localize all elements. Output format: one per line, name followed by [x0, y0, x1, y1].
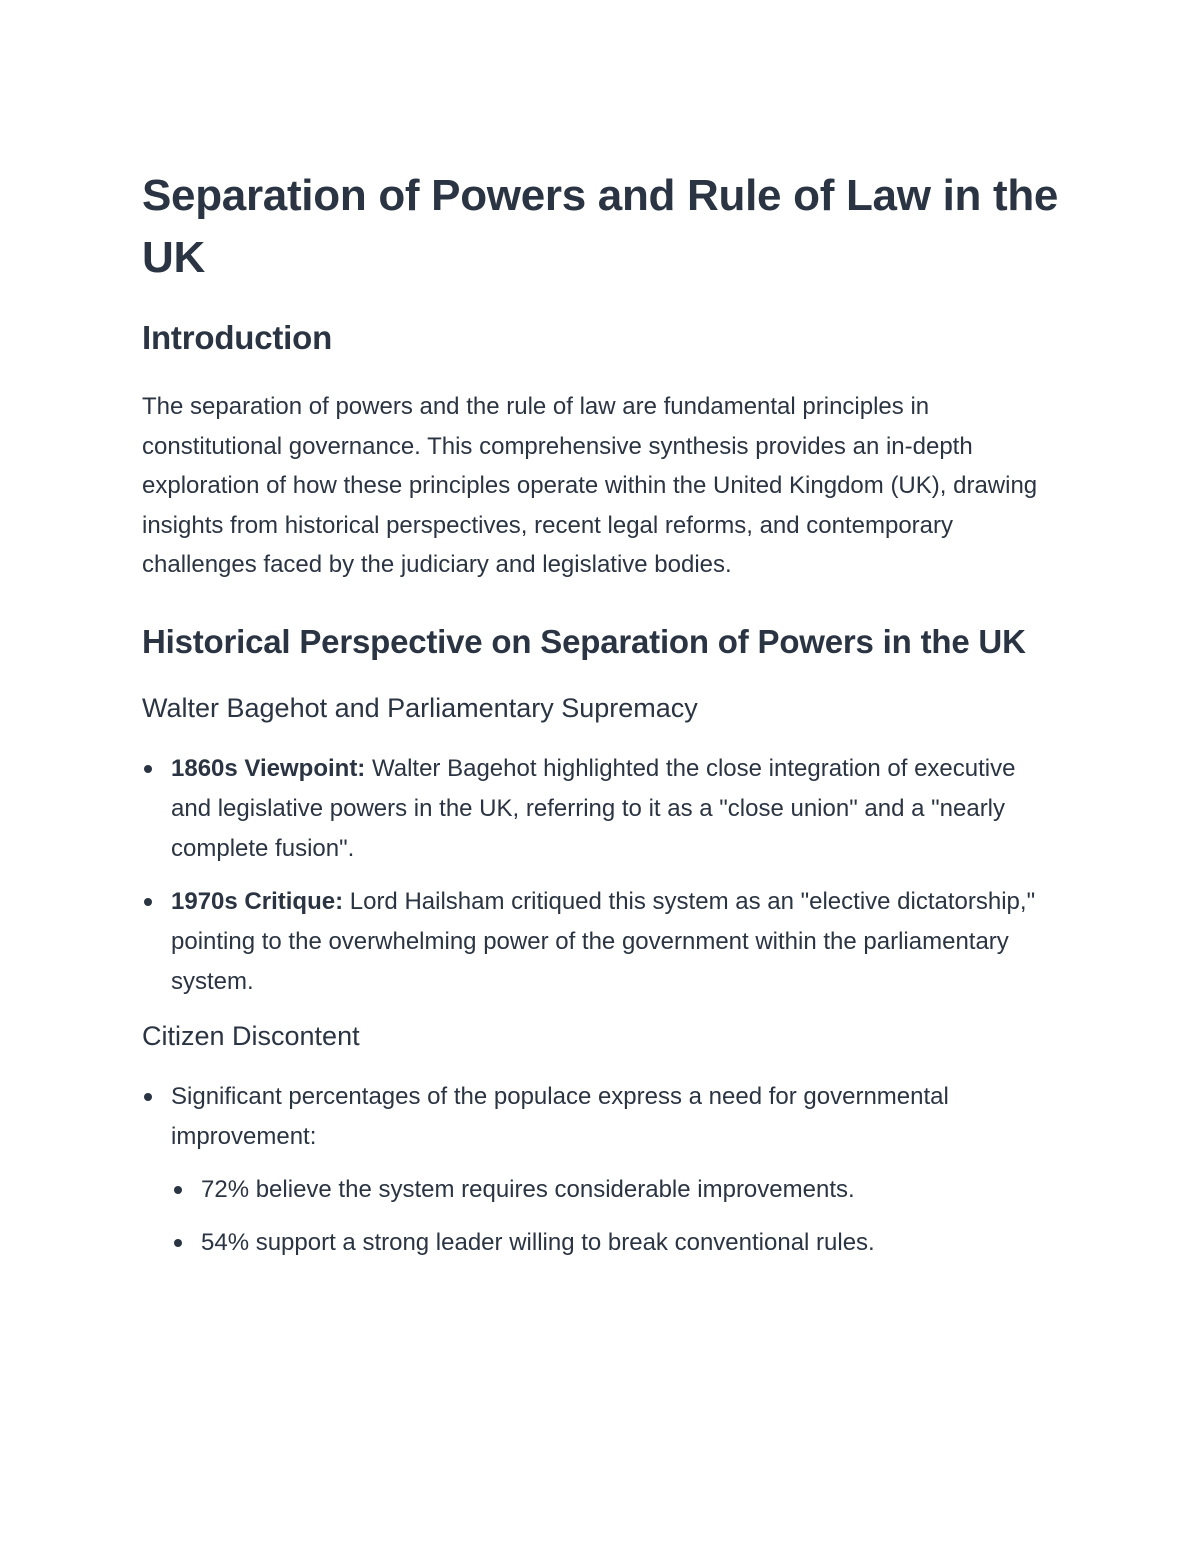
nested-list-item — [171, 1223, 1062, 1263]
bullet-icon — [174, 1239, 182, 1247]
document-page — [142, 165, 1062, 1263]
nested-list — [171, 1170, 1062, 1263]
introduction-heading: Introduction — [142, 319, 333, 356]
list-item-text: Walter Bagehot highlighted the close integration of executive and legislative powers in the UK, referring to it as a "close union" and a "nearly complete fusion". — [171, 754, 1016, 862]
nested-list-item-text: 72% believe the system requires considerable improvements. — [201, 1175, 855, 1203]
bullet-icon — [144, 765, 152, 773]
bullet-icon — [144, 898, 152, 906]
bullet-icon — [174, 1186, 182, 1194]
list-item-text: Significant percentages of the populace express a need for governmental improvement: — [171, 1082, 949, 1150]
bullet-icon — [144, 1093, 152, 1101]
citizen-list — [142, 1077, 1062, 1263]
list-item-label: 1860s Viewpoint: — [171, 754, 366, 782]
list-item-label: 1970s Critique: — [171, 887, 344, 915]
list-item — [142, 749, 1062, 869]
nested-list-item-text: 54% support a strong leader willing to break conventional rules. — [201, 1228, 875, 1256]
list-item-text: Lord Hailsham critiqued this system as an "elective dictatorship," pointing to the overwhelming power of the government within the parliamentary system. — [171, 887, 1036, 995]
citizen-discontent-subheading: Citizen Discontent — [142, 1020, 360, 1051]
nested-list-item — [171, 1170, 1062, 1210]
bagehot-list — [142, 749, 1062, 1002]
introduction-paragraph: The separation of powers and the rule of law are fundamental principles in constitutional governance. This comprehensive synthesis provides an in-depth exploration of how these principles operate within the United Kingdom (UK), drawing insights from historical perspectives, recent legal reforms, and contemporary challenges faced by the judiciary and legislative bodies. — [142, 393, 1038, 578]
historical-perspective-heading: Historical Perspective on Separation of Powers in the UK — [142, 622, 1026, 660]
bagehot-subheading: Walter Bagehot and Parliamentary Supremacy — [142, 692, 698, 723]
list-item — [142, 882, 1062, 1002]
list-item — [142, 1077, 1062, 1263]
document-title: Separation of Powers and Rule of Law in the UK — [142, 171, 1059, 282]
